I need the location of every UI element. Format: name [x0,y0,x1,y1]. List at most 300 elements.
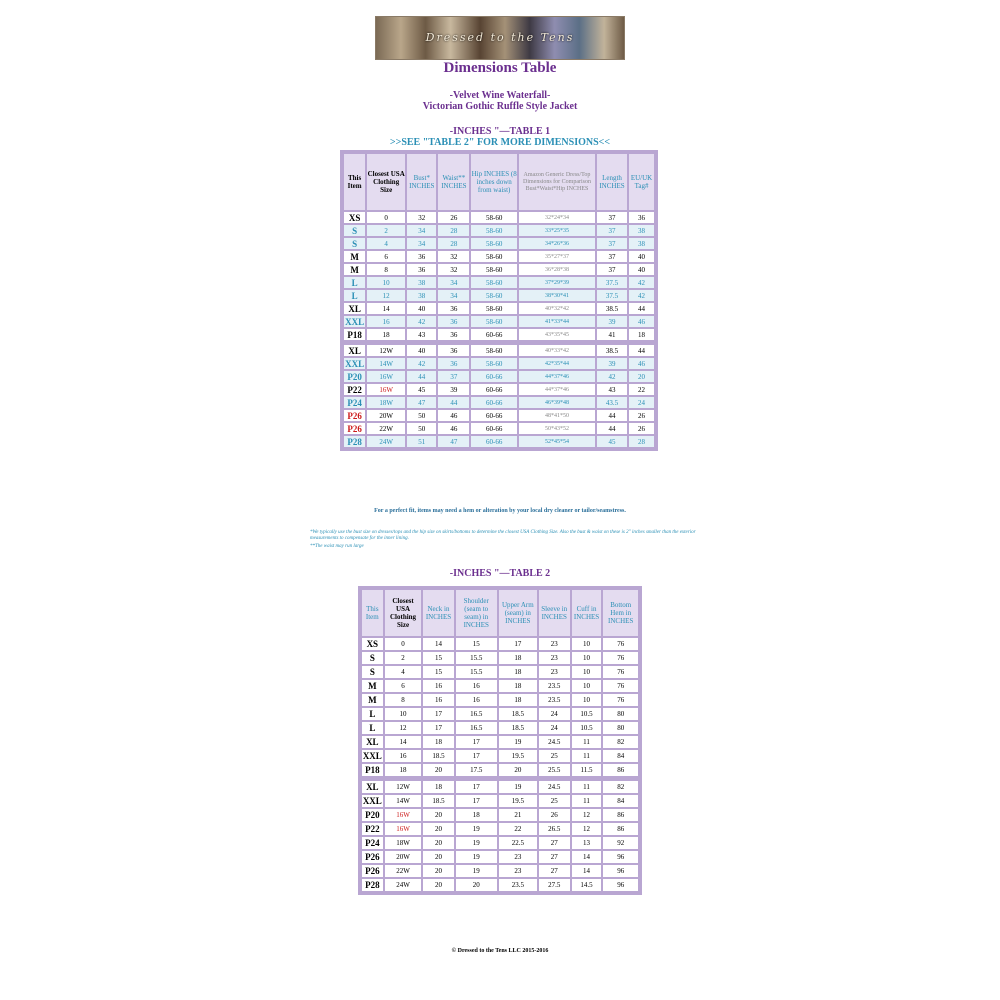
table1-header-7: EU/UK Tag# [629,154,654,210]
table2-cell: 86 [603,823,638,835]
table2-cell: 19 [456,865,497,877]
table2-row [362,694,638,706]
table1-cell: 36 [407,264,436,275]
table1-header-1: Closest USA Clothing Size [367,154,405,210]
table2-cell: 18 [499,666,537,678]
table1-cell: 44 [629,342,654,356]
table1-cell: 42 [407,358,436,369]
table1-cell: 12 [367,290,405,301]
table2-cell: 76 [603,666,638,678]
table1-cell: 50 [407,423,436,434]
table1-cell: 46 [629,358,654,369]
table1-cell: L [344,290,365,301]
table2-cell: 19.5 [499,795,537,807]
brand-logo: Dressed to the Tens [425,31,575,44]
table1-cell: 2 [367,225,405,236]
table2-cell: 16W [385,809,422,821]
table1-cell: 34*26*36 [519,238,595,249]
table2-cell: M [362,694,383,706]
table2-cell: 11 [572,736,602,748]
table1-cell: 24 [629,397,654,408]
table2-cell: 16.5 [456,708,497,720]
table2-cell: 80 [603,722,638,734]
table1-cell: 44 [407,371,436,382]
table1-cell: 58-60 [471,225,517,236]
table2-cell: 19 [499,778,537,793]
table1-cell: 50 [407,410,436,421]
table1-cell: XL [344,342,365,356]
table1-cell: 60-66 [471,436,517,447]
table2-cell: 18 [385,764,422,776]
table2-cell: 24 [539,722,570,734]
table1-cell: M [344,264,365,275]
table2-cell: 18 [423,736,453,748]
table2-cell: 11 [572,795,602,807]
table1-row [344,316,654,327]
table1-cell: 51 [407,436,436,447]
table2-cell: 15 [423,652,453,664]
table2-row [362,708,638,720]
table2-body [362,638,638,891]
table1-cell: 42*35*44 [519,358,595,369]
table1-cell: 60-66 [471,410,517,421]
table2-cell: P22 [362,823,383,835]
table2-row [362,795,638,807]
table1-cell: 38 [629,225,654,236]
table2-cell: 19 [456,823,497,835]
table2-cell: 13 [572,837,602,849]
table1-row [344,303,654,314]
table1-cell: 36*28*38 [519,264,595,275]
table2-cell: 18 [499,680,537,692]
table2-cell: P26 [362,865,383,877]
table2-cell: 14 [572,851,602,863]
table2-cell: M [362,680,383,692]
table1-cell: 32 [438,251,469,262]
table1-cell: 37 [597,251,627,262]
product-subtitle-1: -Velvet Wine Waterfall- [449,90,551,101]
table1-cell: 6 [367,251,405,262]
table2-cell: 10 [572,652,602,664]
table2-cell: 18.5 [423,795,453,807]
table1-row [344,384,654,395]
table1-cell: 39 [438,384,469,395]
table2-cell: 18 [499,652,537,664]
table1-row [344,410,654,421]
table2-row [362,652,638,664]
table2-header-7: Bottom Hem in INCHES [603,590,638,636]
table2-row [362,778,638,793]
table2-row [362,680,638,692]
table2-cell: 15.5 [456,652,497,664]
table1-cell: 44 [438,397,469,408]
table2-cell: 76 [603,680,638,692]
table1-cell: 60-66 [471,384,517,395]
table2-cell: 20 [423,837,453,849]
table2-cell: 20 [423,865,453,877]
table2-cell: 11 [572,750,602,762]
table1-cell: 36 [438,329,469,340]
sizing-footnote: *We typically use the bust size on dresses/tops and the hip size on skirts/bottoms to determine the closest USA Clothing Size. Also the bust & waist on these is 2" inches smaller than the exterior measurements to compensate for the inner lining. [310,530,696,541]
table2-cell: 14W [385,795,422,807]
table2-cell: 4 [385,666,422,678]
table1-cell: 26 [629,423,654,434]
table1-cell: 41 [597,329,627,340]
table2-cell: 23.5 [539,680,570,692]
table2-cell: 16 [423,680,453,692]
table2-cell: 23.5 [499,879,537,891]
table1-cell: 37*29*39 [519,277,595,288]
table1-cell: 58-60 [471,238,517,249]
table1-cell: 37.5 [597,277,627,288]
dimensions-table-1 [340,150,658,451]
table1-cell: 37 [597,225,627,236]
table1-cell: P18 [344,329,365,340]
table1-cell: 41*33*44 [519,316,595,327]
table1-cell: XXL [345,316,365,327]
table1-cell: M [344,251,365,262]
table1-see-line-wrap [0,137,1000,148]
table2-cell: XXL [362,796,382,806]
table2-cell: 8 [385,694,422,706]
table2-cell: 76 [603,638,638,650]
table1-cell: 10 [367,277,405,288]
table1-cell: 46 [629,316,654,327]
table1-cell: 36 [629,212,654,223]
table2-cell: P26 [362,851,383,863]
table2-row [362,823,638,835]
table1-cell: 40*33*42 [519,342,595,356]
table1-cell: 33*25*35 [519,225,595,236]
table1-cell: 38.5 [597,303,627,314]
table2-cell: 10 [572,638,602,650]
table2-cell: 23 [539,652,570,664]
table1-cell: 32 [407,212,436,223]
table2-cell: XL [362,736,383,748]
table2-cell: 22W [385,865,422,877]
table1-cell: XS [344,212,365,223]
table2-cell: 16W [385,823,422,835]
table2-cell: 10 [572,694,602,706]
table2-cell: 14 [385,736,422,748]
table1-row [344,371,654,382]
table2-cell: 96 [603,879,638,891]
table2-cell: 16 [385,750,422,762]
table1-cell: 44*37*46 [519,371,595,382]
table2-cell: 0 [385,638,422,650]
table2-cell: L [362,722,383,734]
table2-cell: 12 [385,722,422,734]
table2-cell: 10.5 [572,722,602,734]
table2-cell: 92 [603,837,638,849]
table1-cell: 36 [438,316,469,327]
table2-cell: 20 [423,764,453,776]
table2-cell: 24W [385,879,422,891]
table2-row [362,722,638,734]
table2-row [362,736,638,748]
table2-cell: 96 [603,851,638,863]
table1-cell: 45 [597,436,627,447]
table1-cell: 34 [407,238,436,249]
table1-cell: 47 [438,436,469,447]
waist-footnote: **The waist may run large [310,544,364,549]
product-subtitle-2: Victorian Gothic Ruffle Style Jacket [422,101,578,112]
table2-row [362,837,638,849]
table1-cell: P22 [344,384,365,395]
table1-row [344,329,654,340]
table2-cell: P18 [362,764,383,776]
table2-cell: 18 [456,809,497,821]
table2-cell: 26.5 [539,823,570,835]
table2-cell: 21 [499,809,537,821]
table1-cell: 18 [367,329,405,340]
table1-cell: 58-60 [471,212,517,223]
table2-cell: 25.5 [539,764,570,776]
table2-cell: 12 [572,823,602,835]
table2-cell: 12 [572,809,602,821]
table2-cell: 17 [456,750,497,762]
table1-cell: XXL [345,358,365,369]
table1-row [344,423,654,434]
table2-cell: XXL [362,751,382,761]
table1-cell: 58-60 [471,290,517,301]
table2-cell: 24.5 [539,778,570,793]
table2-cell: 15.5 [456,666,497,678]
table1-cell: 43.5 [597,397,627,408]
table1-cell: 34 [438,277,469,288]
table2-cell: 20 [423,809,453,821]
table1-cell: 37 [597,212,627,223]
table1-cell: 16W [367,371,405,382]
table2-cell: 20 [423,851,453,863]
table1-cell: 16W [367,384,405,395]
table2-cell: 14 [423,638,453,650]
table2-cell: S [362,652,383,664]
table2-cell: 82 [603,736,638,748]
table2-cell: 6 [385,680,422,692]
table2-cell: 18W [385,837,422,849]
table1-cell: 40 [407,342,436,356]
table1-cell: 47 [407,397,436,408]
table1-header-4: Hip INCHES (8 inches down from waist) [471,154,517,210]
table2-cell: 96 [603,865,638,877]
table1-cell: 28 [629,436,654,447]
table1-cell: 38 [407,277,436,288]
table1-cell: 43 [407,329,436,340]
table1-header-6: Length INCHES [597,154,627,210]
page-title: Dimensions Table [443,60,557,76]
table1-cell: 46*39*48 [519,397,595,408]
table2-cell: 27.5 [539,879,570,891]
table2-cell: 17 [423,722,453,734]
table2-cell: 17.5 [456,764,497,776]
table2-cell: 26 [539,809,570,821]
table2-cell: 18.5 [499,708,537,720]
table2-cell: XS [362,638,383,650]
table2-cell: 23 [539,666,570,678]
table1-row [344,342,654,356]
table1-cell: 22 [629,384,654,395]
table2-cell: 11.5 [572,764,602,776]
table1-cell: 38 [629,238,654,249]
table1-cell: 22W [367,423,405,434]
table1-cell: 52*45*54 [519,436,595,447]
dimensions-table-2 [358,586,642,895]
table2-cell: 23 [499,851,537,863]
table1-cell: 43*35*45 [519,329,595,340]
table1-row [344,264,654,275]
table1-cell: 14W [367,358,405,369]
table1-cell: 40 [629,251,654,262]
table1-header-2: Bust* INCHES [407,154,436,210]
table1-cell: 34 [438,290,469,301]
table2-cell: 20 [499,764,537,776]
table1-cell: 38.5 [597,342,627,356]
table1-cell: 58-60 [471,303,517,314]
table1-cell: 58-60 [471,316,517,327]
table1-cell: P28 [344,436,365,447]
table2-header-5: Sleeve in INCHES [539,590,570,636]
table1-cell: 60-66 [471,371,517,382]
table2-header-0: This Item [362,590,383,636]
table2-cell: 19 [499,736,537,748]
table2-cell: 16 [456,694,497,706]
table2-cell: 20 [423,823,453,835]
table1-cell: 43 [597,384,627,395]
table2-cell: 17 [456,736,497,748]
table1-cell: 40*32*42 [519,303,595,314]
table1-row [344,225,654,236]
table2-cell: 10.5 [572,708,602,720]
table2-cell: 18 [423,778,453,793]
table1-see-line: >>SEE "TABLE 2" FOR MORE DIMENSIONS<< [389,137,611,148]
table1-row [344,358,654,369]
table1-cell: 58-60 [471,251,517,262]
table1-body [344,212,654,447]
table1-header-0: This Item [344,154,365,210]
table2-cell: 10 [572,680,602,692]
table2-cell: 14 [572,865,602,877]
copyright-footer: © Dressed to the Tens LLC 2015-2016 [451,948,549,954]
table1-cell: 42 [629,290,654,301]
table1-cell: 37 [438,371,469,382]
table2-cell: 16 [456,680,497,692]
table2-row [362,865,638,877]
table1-cell: 60-66 [471,423,517,434]
table1-cell: 36 [407,251,436,262]
table2-header-6: Cuff in INCHES [572,590,602,636]
table1-row [344,397,654,408]
table1-cell: 58-60 [471,358,517,369]
table1-cell: 24W [367,436,405,447]
table1-cell: 46 [438,423,469,434]
table2-cell: 27 [539,851,570,863]
table2-cell: 84 [603,795,638,807]
table1-cell: 37 [597,264,627,275]
table1-cell: 36 [438,303,469,314]
table2-cell: 19 [456,837,497,849]
table1-cell: 40 [629,264,654,275]
table2-header-2: Neck in INCHES [423,590,453,636]
table2-cell: 20 [423,879,453,891]
table1-cell: 39 [597,316,627,327]
table2-cell: 12W [385,778,422,793]
table2-header-3: Shoulder (seam to seam) in INCHES [456,590,497,636]
table1-cell: P26 [344,410,365,421]
table2-header-4: Upper Arm (seam) in INCHES [499,590,537,636]
table2-cell: 18 [499,694,537,706]
table1-cell: 16 [367,316,405,327]
table1-cell: 8 [367,264,405,275]
table2-cell: 17 [456,778,497,793]
table2-cell: 86 [603,764,638,776]
table1-cell: 58-60 [471,277,517,288]
table1-cell: 44 [597,423,627,434]
table1-cell: S [344,238,365,249]
table1-cell: 28 [438,225,469,236]
table2-cell: P20 [362,809,383,821]
table2-cell: P24 [362,837,383,849]
table1-cell: 60-66 [471,329,517,340]
brand-banner [375,16,625,60]
table1-row [344,290,654,301]
table1-row [344,251,654,262]
table2-row [362,764,638,776]
table2-cell: 76 [603,652,638,664]
table2-cell: 16.5 [456,722,497,734]
table1-cell: 36 [438,342,469,356]
table1-row [344,436,654,447]
table2-cell: 17 [499,638,537,650]
table2-row [362,809,638,821]
table2-cell: 10 [572,666,602,678]
table2-cell: 27 [539,865,570,877]
table2-cell: 20 [456,879,497,891]
table1-heading: -INCHES "—TABLE 1 [449,126,551,137]
table1-cell: 44*37*46 [519,384,595,395]
table2-cell: 19 [456,851,497,863]
table2-cell: 82 [603,778,638,793]
table2-cell: 17 [423,708,453,720]
fit-note: For a perfect fit, items may need a hem or alteration by your local dry cleaner or tailor/seamstress. [374,508,626,514]
table2-cell: 76 [603,694,638,706]
table2-cell: 16 [423,694,453,706]
table2-header-row [362,590,638,636]
table1-cell: 34 [407,225,436,236]
table1-cell: 37.5 [597,290,627,301]
table2-cell: P28 [362,879,383,891]
table1-cell: 35*27*37 [519,251,595,262]
table1-cell: 44 [629,303,654,314]
table1-cell: P26 [344,423,365,434]
table1-cell: 46 [438,410,469,421]
table2-cell: 19.5 [499,750,537,762]
table1-cell: L [344,277,365,288]
table1-cell: XL [344,303,365,314]
table2-cell: 27 [539,837,570,849]
table2-cell: 11 [572,778,602,793]
table2-row [362,666,638,678]
table2-cell: 23 [499,865,537,877]
table2-cell: 23 [539,638,570,650]
table2-cell: 24 [539,708,570,720]
table1-cell: 32 [438,264,469,275]
table1-cell: 58-60 [471,264,517,275]
table2-row [362,851,638,863]
table1-row [344,277,654,288]
table1-header-5: Amazon Generic Dress/Top Dimensions for Comparison Bust*Waist*Hip INCHES [519,154,595,210]
table2-cell: 14.5 [572,879,602,891]
